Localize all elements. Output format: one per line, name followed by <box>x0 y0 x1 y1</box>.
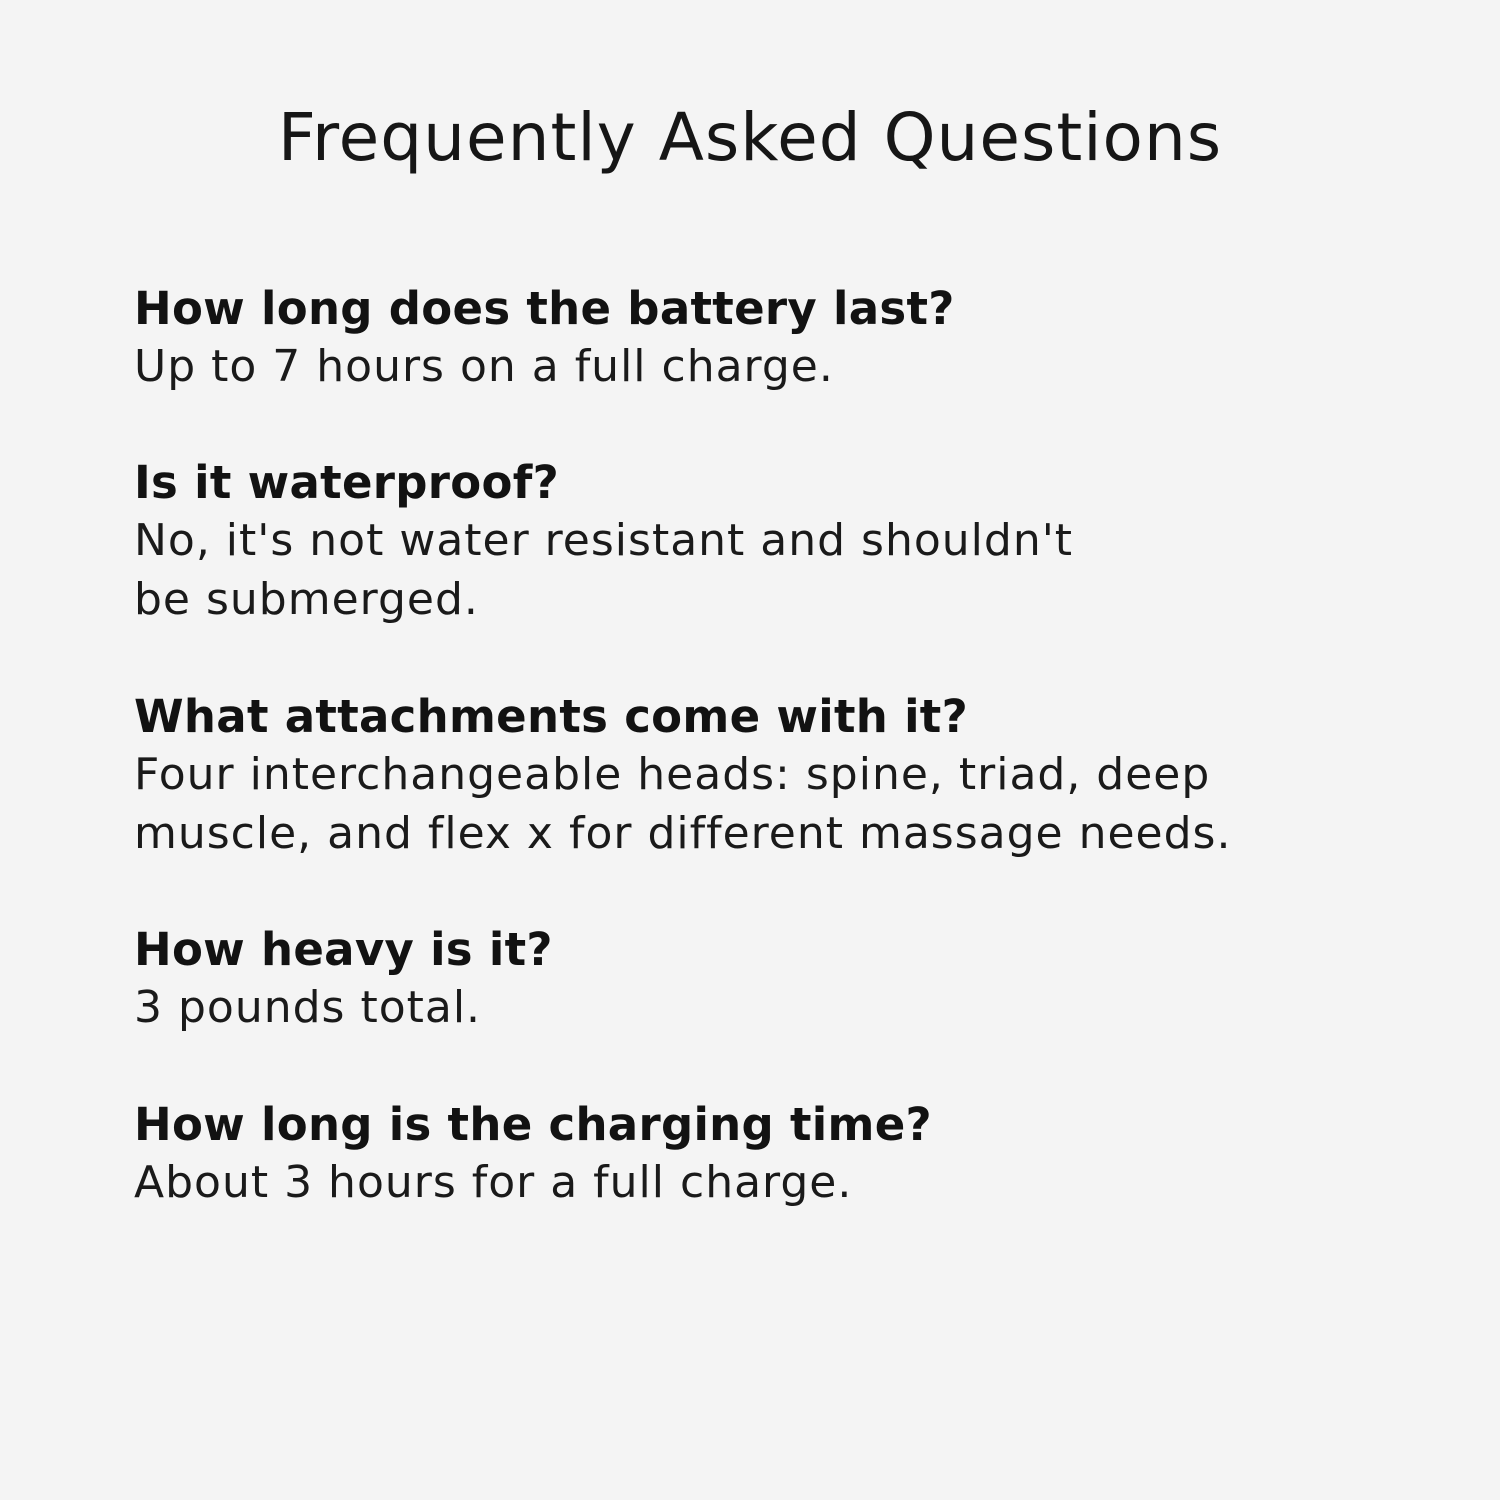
faq-question: How heavy is it? <box>134 923 553 976</box>
faq-question: What attachments come with it? <box>134 690 969 743</box>
faq-answer-line: About 3 hours for a full charge. <box>134 1157 853 1208</box>
faq-answer-line: 3 pounds total. <box>134 982 482 1033</box>
faq-item-waterproof <box>134 454 1384 629</box>
faq-item-charging-time <box>134 1096 1384 1213</box>
faq-question: How long does the battery last? <box>134 282 955 335</box>
faq-item-battery <box>134 280 1384 397</box>
faq-question: How long is the charging time? <box>134 1098 932 1151</box>
faq-answer-line: Up to 7 hours on a full charge. <box>134 341 834 392</box>
faq-answer-line: Four interchangeable heads: spine, triad, deep <box>134 749 1211 800</box>
faq-question: Is it waterproof? <box>134 456 559 509</box>
faq-answer-line: muscle, and flex x for different massage needs. <box>134 807 1232 859</box>
faq-answer-line: No, it's not water resistant and shouldn't <box>134 515 1074 566</box>
faq-item-attachments <box>134 688 1384 863</box>
page-title: Frequently Asked Questions <box>277 99 1223 176</box>
faq-item-weight <box>134 921 1384 1038</box>
faq-answer-line: be submerged. <box>134 573 479 625</box>
